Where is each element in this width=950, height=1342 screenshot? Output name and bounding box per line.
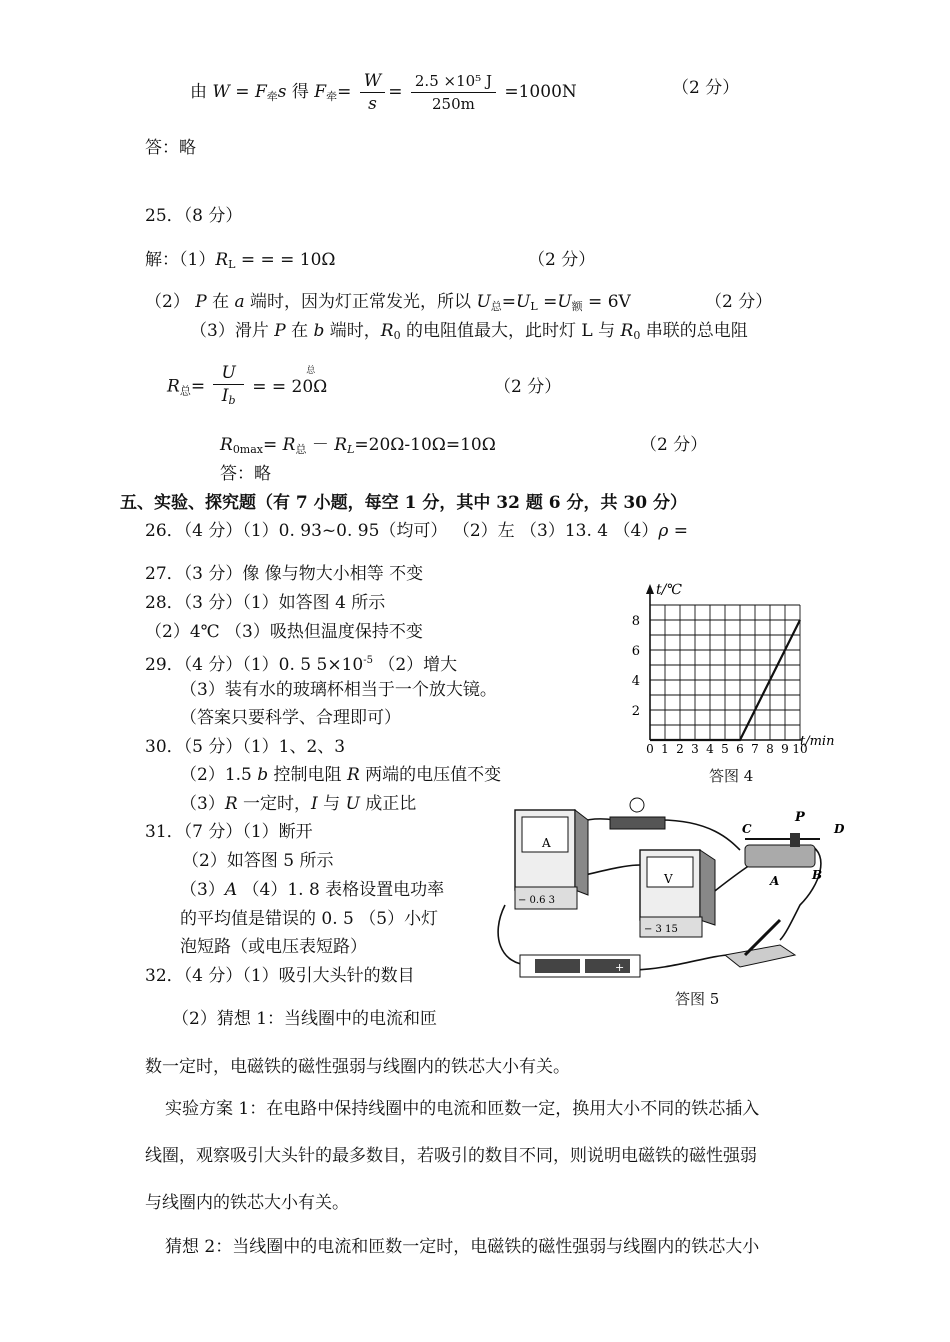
q25-b: b xyxy=(313,321,325,341)
q30-c-mid2: 与 xyxy=(317,794,346,814)
formula-eq1: = xyxy=(229,82,255,102)
q32-g: 猜想 2：当线圈中的电流和匝数一定时，电磁铁的磁性强弱与线圈内的铁芯大小 xyxy=(165,1237,760,1257)
q30-c-post: 成正比 xyxy=(359,794,417,814)
x-tick-label: 3 xyxy=(691,742,699,756)
formula-result: =1000N xyxy=(504,82,577,102)
voltmeter-label: V xyxy=(664,872,673,886)
q30-b xyxy=(180,764,501,786)
q29-a-sup: -5 xyxy=(363,655,373,666)
q25-score4: （2 分） xyxy=(640,435,708,455)
fig5-caption: 答图 5 xyxy=(675,990,720,1008)
q25-part3 xyxy=(190,320,748,347)
q25-sol1-rest: = = = 10Ω xyxy=(235,250,336,270)
fig4-grid xyxy=(650,605,800,740)
q25-R0: R xyxy=(380,321,394,341)
fig4-caption: 答图 4 xyxy=(709,767,754,785)
q26-text: 26．（4 分）（1）0. 93~0. 95（均可） （2）左 （3）13. 4 （4） xyxy=(145,521,659,541)
fig5-bulb xyxy=(610,798,665,829)
frac-den-distance: 250m xyxy=(432,95,475,113)
q32-f: 与线圈内的铁芯大小有关。 xyxy=(145,1193,349,1213)
q25-R-tot2-sub: 总 xyxy=(295,443,307,456)
q25-part2 xyxy=(145,291,631,318)
q25-rtot-rest: = = 20Ω xyxy=(252,376,328,397)
x-tick-label: 4 xyxy=(706,742,714,756)
section5-title: 五、实验、探究题（有 7 小题，每空 1 分，其中 32 题 6 分，共 30 分） xyxy=(120,493,687,513)
q25-R0max-rest: =20Ω-10Ω=10Ω xyxy=(354,435,496,455)
formula-score: （2 分） xyxy=(672,78,740,98)
formula-line xyxy=(190,70,577,117)
formula-eq2: = xyxy=(337,82,352,102)
x-tick-label: 8 xyxy=(766,742,774,756)
y-tick-label: 4 xyxy=(631,674,640,689)
fig5-switch xyxy=(725,920,795,967)
q29-a-pre: 29．（4 分）（1）0. 5 5×10 xyxy=(145,655,364,675)
q30-c xyxy=(180,793,416,815)
q25-score1: （2 分） xyxy=(528,250,596,270)
q25-eq-UL: = xyxy=(501,292,517,312)
q31-c-post: （4）1. 8 表格设置电功率 xyxy=(237,880,445,900)
q25-R0max-sub: 0max xyxy=(232,443,264,456)
q25-answer: 答：略 xyxy=(220,464,271,484)
q25-R-L2: R xyxy=(334,435,348,455)
fig5-circuit xyxy=(490,795,845,990)
fraction-W-s xyxy=(360,70,385,115)
formula-F2: F xyxy=(314,82,327,102)
fig4-y-ticks xyxy=(632,614,640,719)
y-tick-label: 2 xyxy=(631,704,640,719)
q25-sub-e: 额 xyxy=(571,300,583,313)
q30-c-mid: 一定时， xyxy=(237,794,312,814)
q25-R0max-minus: － xyxy=(306,435,335,455)
formula-prefix: 由 xyxy=(190,82,207,102)
x-tick-label: 0 xyxy=(646,742,654,756)
fraction-numeric xyxy=(411,70,496,115)
q29-c: （答案只要科学、合理即可） xyxy=(180,708,401,728)
y-axis-arrow xyxy=(646,584,654,594)
q29-a xyxy=(145,650,457,676)
voltmeter-terminals: − 3 15 xyxy=(644,924,678,935)
q25-R0max-eq: = xyxy=(263,435,283,455)
fig4-x-label: t/min xyxy=(800,734,835,749)
q32-c: 数一定时，电磁铁的磁性强弱与线圈内的铁芯大小有关。 xyxy=(145,1057,570,1077)
q25-eq-U-rated: = xyxy=(537,292,558,312)
rheostat-B: B xyxy=(812,868,823,882)
q25-p3-text3: 串联的总电阻 xyxy=(640,321,748,341)
q25-R-sub: L xyxy=(228,258,236,271)
q25-val-6v: = 6V xyxy=(582,292,631,312)
frac-den-s: s xyxy=(368,94,377,114)
ammeter-terminals: − 0.6 3 xyxy=(518,895,556,906)
fig5-voltmeter xyxy=(640,850,715,937)
x-tick-label: 1 xyxy=(661,742,669,756)
q30-c-I: I xyxy=(311,794,318,814)
x-tick-label: 2 xyxy=(676,742,684,756)
q25-sub-L: L xyxy=(530,300,538,313)
fig4-y-label: t/℃ xyxy=(656,582,683,598)
q31-c-pre: （3） xyxy=(180,880,225,900)
formula-sub-qian: 牵 xyxy=(266,90,278,103)
q25-p3-mid: 在 xyxy=(285,321,314,341)
q30-b-pre: （2）1.5 xyxy=(180,765,258,785)
fig4-chart xyxy=(630,578,850,756)
q28-b: （2）4℃ （3）吸热但温度保持不变 xyxy=(145,622,423,642)
q27: 27．（3 分）像 像与物大小相等 不变 xyxy=(145,564,424,584)
q25-P: P xyxy=(195,292,207,312)
formula-s: s xyxy=(277,82,287,102)
q26-rho: ρ = xyxy=(658,521,688,541)
q25-R-L2-sub: L xyxy=(347,443,355,456)
fig4-x-ticks xyxy=(646,742,807,756)
fig5-ammeter xyxy=(515,810,588,909)
q31-b: （2）如答图 5 所示 xyxy=(182,851,334,871)
q29-b: （3）装有水的玻璃杯相当于一个放大镜。 xyxy=(180,680,497,700)
q25-R0b: R xyxy=(620,321,634,341)
q31-a: 31．（7 分）（1）断开 xyxy=(145,822,313,842)
x-tick-label: 7 xyxy=(751,742,759,756)
q32-e: 线圈，观察吸引大头针的最多数目，若吸引的数目不同，则说明电磁铁的磁性强弱 xyxy=(145,1146,757,1166)
q25-sol-prefix: 解：（1） xyxy=(145,250,216,270)
q25-U-total: U xyxy=(476,292,491,312)
fraction-U-I xyxy=(213,362,243,412)
rheostat-A: A xyxy=(770,874,780,888)
x-tick-label: 5 xyxy=(721,742,729,756)
q25-R0-sub: 0 xyxy=(393,329,401,342)
formula-sub-qian2: 牵 xyxy=(326,90,338,103)
q25-p3-prefix: （3）滑片 xyxy=(190,321,275,341)
q25-P2: P xyxy=(274,321,286,341)
q25-p3-text2: 的电阻值最大，此时灯 L 与 xyxy=(400,321,621,341)
q30-c-R: R xyxy=(224,794,238,814)
q30-b-mid: 控制电阻 xyxy=(268,765,347,785)
frac-I-sub: b xyxy=(228,394,236,407)
q26 xyxy=(145,520,688,542)
formula-W: W xyxy=(212,82,230,102)
q25-U-rated: U xyxy=(557,292,572,312)
q25-score3: （2 分） xyxy=(494,377,562,397)
frac-I-wrap xyxy=(213,385,243,412)
q31-e: 泡短路（或电压表短路） xyxy=(180,937,367,957)
x-tick-label: 10 xyxy=(792,742,808,756)
q32-d: 实验方案 1：在电路中保持线圈中的电流和匝数一定，换用大小不同的铁芯插入 xyxy=(165,1099,760,1119)
q25-p3-text: 端时， xyxy=(324,321,381,341)
q25-R-tot2: R xyxy=(282,435,296,455)
q25-R0b-sub: 0 xyxy=(633,329,641,342)
q25-frac-sup: 总 xyxy=(306,365,316,376)
q30-c-pre: （3） xyxy=(180,794,225,814)
q25-p2-mid: 在 xyxy=(206,292,235,312)
q25-part1 xyxy=(145,249,336,276)
x-tick-label: 6 xyxy=(736,742,744,756)
formula-eq3: = xyxy=(388,82,403,102)
q31-c-A: A xyxy=(224,880,238,900)
q25-title: 25．（8 分） xyxy=(145,206,243,226)
q28-a: 28．（3 分）（1）如答图 4 所示 xyxy=(145,593,386,613)
frac-num-work: 2.5 ×10⁵ J xyxy=(411,70,496,93)
q25-U-L: U xyxy=(516,292,531,312)
q25-R: R xyxy=(215,250,229,270)
q30-b-post: 两端的电压值不变 xyxy=(359,765,502,785)
q32-a: 32．（4 分）（1）吸引大头针的数目 xyxy=(145,966,415,986)
q30-c-U: U xyxy=(345,794,360,814)
rheostat-P: P xyxy=(795,810,805,825)
q25-rtotal-line xyxy=(167,362,327,412)
q31-d: 的平均值是错误的 0. 5 （5）小灯 xyxy=(180,909,439,929)
q25-Rtotal-sub: 总 xyxy=(179,384,191,398)
q30-b-R: R xyxy=(346,765,360,785)
q30-b-b: b xyxy=(257,765,269,785)
rheostat-D: D xyxy=(834,822,845,836)
battery-plus: + xyxy=(615,961,625,974)
fig5-battery xyxy=(520,955,640,977)
y-tick-label: 6 xyxy=(631,644,640,659)
rheostat-C: C xyxy=(742,822,752,836)
q25-score2: （2 分） xyxy=(705,292,773,312)
q25-R0max: R xyxy=(220,435,233,455)
ammeter-label: A xyxy=(542,836,551,850)
fig5-rheostat xyxy=(742,810,845,888)
q25-r0max-line xyxy=(220,434,496,461)
q25-p2-text: 端时，因为灯正常发光，所以 xyxy=(244,292,477,312)
frac-I: I xyxy=(221,386,229,406)
q29-a-post: （2）增大 xyxy=(372,655,458,675)
y-tick-label: 8 xyxy=(631,614,640,629)
q25-sub-zong: 总 xyxy=(490,300,502,313)
q30-a: 30．（5 分）（1）1、2、3 xyxy=(145,737,346,757)
q32-b: （2）猜想 1：当线圈中的电流和匝 xyxy=(172,1009,438,1029)
q25-rtot-rest-wrap xyxy=(252,365,328,397)
formula-F: F xyxy=(254,82,267,102)
q25-Rtotal: R xyxy=(167,376,180,397)
frac-num-W: W xyxy=(360,70,385,93)
q25-a: a xyxy=(234,292,245,312)
frac-U: U xyxy=(213,362,243,385)
answer-omit-1: 答：略 xyxy=(145,138,196,158)
q31-c xyxy=(180,879,444,901)
formula-de: 得 xyxy=(286,82,315,102)
q25-p2-prefix: （2） xyxy=(145,292,196,312)
q25-eq-Rtot: = xyxy=(190,376,206,397)
x-tick-label: 9 xyxy=(781,742,789,756)
